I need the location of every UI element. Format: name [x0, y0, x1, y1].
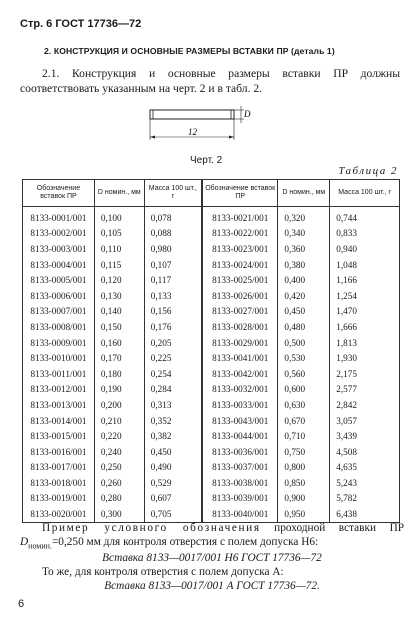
table-row [23, 506, 400, 522]
cell-designation-right: 8133-0033/001 [202, 397, 278, 413]
cell-designation-left: 8133-0006/001 [23, 288, 95, 304]
cell-diameter-right: 0,560 [278, 366, 330, 382]
cell-mass-right: 5,782 [330, 491, 400, 507]
cell-mass-right: 2,175 [330, 366, 400, 382]
table-row [23, 491, 400, 507]
cell-mass-right: 4,635 [330, 460, 400, 476]
cell-diameter-left: 0,160 [94, 335, 144, 351]
cell-designation-left: 8133-0003/001 [23, 241, 95, 257]
cell-mass-left: 0,284 [144, 382, 202, 398]
cell-designation-right: 8133-0029/001 [202, 335, 278, 351]
cell-diameter-left: 0,220 [94, 428, 144, 444]
cell-mass-right: 0,744 [330, 210, 400, 226]
page-number: 6 [18, 598, 25, 610]
cell-designation-right: 8133-0042/001 [202, 366, 278, 382]
cell-diameter-right: 0,320 [278, 210, 330, 226]
section-title: 2. КОНСТРУКЦИЯ И ОСНОВНЫЕ РАЗМЕРЫ ВСТАВКИ ПР (деталь 1) [44, 46, 335, 56]
dnom-sub: номин. [28, 540, 52, 550]
cell-mass-left: 0,133 [144, 288, 202, 304]
example-line-3: То же, для контроля отверстия с полем допуска А: [42, 566, 284, 579]
cell-mass-right: 1,930 [330, 350, 400, 366]
header-diameter-right: D номин., мм [278, 180, 330, 207]
cell-diameter-right: 0,600 [278, 382, 330, 398]
cell-designation-left: 8133-0012/001 [23, 382, 95, 398]
cell-designation-right: 8133-0027/001 [202, 304, 278, 320]
cell-diameter-left: 0,140 [94, 304, 144, 320]
table-row [23, 288, 400, 304]
cell-mass-left: 0,607 [144, 491, 202, 507]
cell-designation-left: 8133-0001/001 [23, 210, 95, 226]
cell-mass-left: 0,313 [144, 397, 202, 413]
table-row [23, 428, 400, 444]
cell-diameter-right: 0,750 [278, 444, 330, 460]
cell-mass-left: 0,156 [144, 304, 202, 320]
cell-mass-left: 0,352 [144, 413, 202, 429]
cell-diameter-right: 0,670 [278, 413, 330, 429]
header-designation-right: Обозначение вставок ПР [202, 180, 278, 207]
inserts-table [22, 179, 400, 523]
cell-mass-left: 0,450 [144, 444, 202, 460]
cell-designation-right: 8133-0038/001 [202, 475, 278, 491]
figure-caption: Черт. 2 [190, 155, 223, 166]
insert-drawing [136, 106, 256, 152]
table-row [23, 382, 400, 398]
cell-designation-left: 8133-0007/001 [23, 304, 95, 320]
cell-diameter-right: 0,800 [278, 460, 330, 476]
table-label: Таблица 2 [338, 165, 398, 177]
cell-mass-right: 3,439 [330, 428, 400, 444]
insert-body-shape [150, 110, 234, 119]
cell-mass-right: 4,508 [330, 444, 400, 460]
cell-diameter-left: 0,100 [94, 210, 144, 226]
cell-mass-left: 0,490 [144, 460, 202, 476]
cell-diameter-left: 0,260 [94, 475, 144, 491]
dnom-value: =0,250 мм для контроля отверстия с полем допуска Н6: [51, 535, 319, 548]
cell-mass-right: 3,057 [330, 413, 400, 429]
table-row [23, 444, 400, 460]
cell-mass-left: 0,078 [144, 210, 202, 226]
cell-mass-left: 0,254 [144, 366, 202, 382]
cell-diameter-left: 0,180 [94, 366, 144, 382]
cell-diameter-right: 0,900 [278, 491, 330, 507]
cell-mass-right: 1,048 [330, 257, 400, 273]
cell-designation-right: 8133-0026/001 [202, 288, 278, 304]
cell-designation-right: 8133-0025/001 [202, 272, 278, 288]
cell-designation-left: 8133-0010/001 [23, 350, 95, 366]
cell-diameter-left: 0,300 [94, 506, 144, 522]
length-label: 12 [188, 127, 197, 137]
dnom-symbol: D [20, 535, 29, 548]
cell-diameter-left: 0,170 [94, 350, 144, 366]
page-header: Стр. 6 ГОСТ 17736—72 [20, 18, 142, 30]
example-rest: проходной вставки ПР [274, 522, 405, 534]
cell-diameter-left: 0,200 [94, 397, 144, 413]
cell-designation-left: 8133-0018/001 [23, 475, 95, 491]
cell-diameter-left: 0,110 [94, 241, 144, 257]
cell-mass-right: 2,577 [330, 382, 400, 398]
cell-diameter-left: 0,250 [94, 460, 144, 476]
cell-mass-right: 1,166 [330, 272, 400, 288]
table-row [23, 397, 400, 413]
cell-diameter-right: 0,950 [278, 506, 330, 522]
cell-diameter-left: 0,120 [94, 272, 144, 288]
header-mass-left: Масса 100 шт., г [144, 180, 202, 207]
cell-mass-right: 6,438 [330, 506, 400, 522]
cell-diameter-left: 0,130 [94, 288, 144, 304]
section-paragraph: 2.1. Конструкция и основные размеры вставки ПР должны соответствовать указанным на черт. 2 и в табл. 2. [20, 67, 400, 95]
cell-designation-left: 8133-0008/001 [23, 319, 95, 335]
cell-diameter-right: 0,630 [278, 397, 330, 413]
cell-diameter-right: 0,850 [278, 475, 330, 491]
cell-designation-right: 8133-0040/001 [202, 506, 278, 522]
cell-designation-left: 8133-0013/001 [23, 397, 95, 413]
cell-diameter-right: 0,380 [278, 257, 330, 273]
cell-mass-left: 0,205 [144, 335, 202, 351]
table-row [23, 319, 400, 335]
cell-diameter-left: 0,240 [94, 444, 144, 460]
cell-designation-right: 8133-0024/001 [202, 257, 278, 273]
table-row [23, 257, 400, 273]
table-row [23, 272, 400, 288]
cell-designation-right: 8133-0032/001 [202, 382, 278, 398]
cell-designation-left: 8133-0015/001 [23, 428, 95, 444]
cell-mass-left: 0,117 [144, 272, 202, 288]
cell-mass-left: 0,088 [144, 226, 202, 242]
cell-diameter-left: 0,280 [94, 491, 144, 507]
diameter-label: D [244, 109, 251, 119]
example-lead: Пример условного обозначения [42, 522, 261, 534]
table-row [23, 350, 400, 366]
cell-mass-right: 1,666 [330, 319, 400, 335]
header-mass-right: Масса 100 шт., г [330, 180, 400, 207]
cell-designation-left: 8133-0014/001 [23, 413, 95, 429]
cell-diameter-right: 0,530 [278, 350, 330, 366]
cell-diameter-right: 0,360 [278, 241, 330, 257]
table-row [23, 475, 400, 491]
cell-mass-left: 0,382 [144, 428, 202, 444]
cell-mass-left: 0,705 [144, 506, 202, 522]
cell-designation-right: 8133-0021/001 [202, 210, 278, 226]
cell-diameter-right: 0,500 [278, 335, 330, 351]
cell-mass-right: 0,833 [330, 226, 400, 242]
cell-mass-right: 1,470 [330, 304, 400, 320]
cell-designation-right: 8133-0037/001 [202, 460, 278, 476]
cell-diameter-left: 0,190 [94, 382, 144, 398]
example-designation-2: Вставка 8133—0017/001 А ГОСТ 17736—72. [104, 579, 320, 592]
cell-mass-left: 0,529 [144, 475, 202, 491]
table-row [23, 241, 400, 257]
cell-designation-left: 8133-0011/001 [23, 366, 95, 382]
cell-diameter-left: 0,210 [94, 413, 144, 429]
cell-diameter-right: 0,710 [278, 428, 330, 444]
cell-mass-left: 0,980 [144, 241, 202, 257]
table-row [23, 413, 400, 429]
example-line-1 [20, 522, 404, 552]
cell-mass-right: 1,254 [330, 288, 400, 304]
cell-designation-right: 8133-0043/001 [202, 413, 278, 429]
table-row [23, 460, 400, 476]
cell-designation-right: 8133-0044/001 [202, 428, 278, 444]
example-designation-1: Вставка 8133—0017/001 Н6 ГОСТ 17736—72 [102, 552, 322, 565]
table-row [23, 226, 400, 242]
cell-mass-right: 5,243 [330, 475, 400, 491]
cell-mass-right: 0,940 [330, 241, 400, 257]
cell-designation-left: 8133-0009/001 [23, 335, 95, 351]
cell-designation-left: 8133-0019/001 [23, 491, 95, 507]
cell-designation-left: 8133-0016/001 [23, 444, 95, 460]
cell-mass-left: 0,107 [144, 257, 202, 273]
cell-designation-right: 8133-0041/001 [202, 350, 278, 366]
cell-diameter-right: 0,450 [278, 304, 330, 320]
cell-diameter-right: 0,340 [278, 226, 330, 242]
cell-mass-right: 2,842 [330, 397, 400, 413]
cell-designation-right: 8133-0036/001 [202, 444, 278, 460]
cell-designation-left: 8133-0002/001 [23, 226, 95, 242]
table-row [23, 304, 400, 320]
cell-diameter-left: 0,105 [94, 226, 144, 242]
table-body [23, 207, 400, 523]
cell-designation-right: 8133-0028/001 [202, 319, 278, 335]
cell-diameter-left: 0,115 [94, 257, 144, 273]
cell-mass-left: 0,225 [144, 350, 202, 366]
table-row [23, 366, 400, 382]
cell-designation-right: 8133-0039/001 [202, 491, 278, 507]
cell-mass-right: 1,813 [330, 335, 400, 351]
header-designation-left: Обозначение вставок ПР [23, 180, 95, 207]
cell-diameter-left: 0,150 [94, 319, 144, 335]
header-diameter-left: D номин., мм [94, 180, 144, 207]
table-row [23, 210, 400, 226]
cell-designation-left: 8133-0020/001 [23, 506, 95, 522]
table-header-row [23, 180, 400, 207]
example-block [20, 522, 404, 593]
cell-diameter-right: 0,420 [278, 288, 330, 304]
cell-designation-left: 8133-0017/001 [23, 460, 95, 476]
table-row [23, 335, 400, 351]
cell-mass-left: 0,176 [144, 319, 202, 335]
cell-designation-right: 8133-0022/001 [202, 226, 278, 242]
cell-diameter-right: 0,480 [278, 319, 330, 335]
cell-designation-left: 8133-0004/001 [23, 257, 95, 273]
cell-designation-right: 8133-0023/001 [202, 241, 278, 257]
cell-designation-left: 8133-0005/001 [23, 272, 95, 288]
cell-diameter-right: 0,400 [278, 272, 330, 288]
